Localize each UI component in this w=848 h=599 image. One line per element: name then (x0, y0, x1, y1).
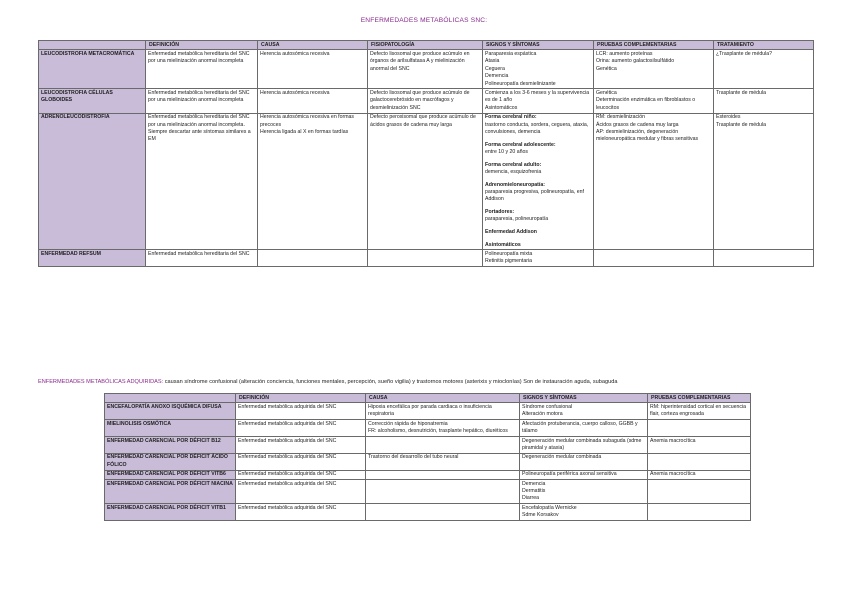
cell-line: Hipoxia encefálica por parada cardiaca o insuficiencia respiratoria (368, 403, 492, 418)
cell-line: Defecto peroxisomal que produce acúmulo de ácidos grasos de cadena muy larga (370, 114, 476, 128)
cell-line: Orina: aumento galactosilsulfátido (596, 58, 675, 65)
tests-cell (594, 113, 714, 250)
cell-line: ¿Trasplante de médula? (716, 50, 773, 57)
cell-line: Degeneración medular combinada subaguda (sdme piramidal y ataxia) (522, 437, 642, 451)
cell-line: Afectación protuberancia, cuerpo calloso, GGBB y tálamo (522, 420, 638, 435)
cell-line: Encefalopatía Wernicke (522, 504, 577, 511)
acquired-section-heading (38, 379, 848, 385)
cause-cell (258, 250, 368, 267)
cell-line: LCR: aumento proteínas (596, 50, 653, 57)
disease-name: LEUCODISTROFIA METACROMÁTICA (39, 50, 146, 89)
table-header-row (39, 41, 814, 50)
cell-line: Herencia ligada al X en formas tardías (260, 128, 349, 135)
table-row (105, 470, 751, 479)
definition-cell: Enfermedad metabólica adquirida del SNC (236, 403, 366, 420)
symptoms-cell (483, 250, 594, 267)
cell-line: Enfermedad metabólica hereditaria del SNC (148, 250, 250, 257)
symptoms-cell (520, 403, 648, 420)
column-header: DEFINICIÓN (236, 394, 366, 403)
symptoms-cell (520, 437, 648, 454)
cause-cell (366, 437, 520, 454)
column-header: TRATAMIENTO (714, 41, 814, 50)
cell-line: Defecto lisosomal que produce acúmulo en órganos de arilsulfatasa A y mielinización anormal del SNC (370, 50, 470, 72)
table-row (39, 50, 814, 89)
section-label: ENFERMEDADES METABÓLICAS ADQUIRIDAS: (38, 379, 164, 385)
cell-line: Esteroides (716, 114, 741, 121)
cell-line: Trasplante de médula (716, 121, 766, 128)
symptoms-cell (520, 504, 648, 521)
disease-name: ENFERMEDAD CARENCIAL POR DÉFICIT VITB6 (105, 470, 236, 479)
cell-line: Retinitis pigmentaria (485, 258, 532, 265)
cell-line: Herencia autosómica recesiva en formas precoces (260, 114, 354, 128)
table-row (105, 420, 751, 437)
cell-line: Ataxia (485, 58, 500, 65)
table-row (39, 113, 814, 250)
symptom-group-text: entre 10 y 20 años (485, 148, 528, 155)
definition-cell: Enfermedad metabólica adquirida del SNC (236, 504, 366, 521)
symptom-group-title: Forma cerebral adulto: (485, 161, 542, 168)
tests-cell (594, 89, 714, 113)
symptom-group-text: paraparesia, polineuropatía (485, 216, 549, 223)
disease-name: ENFERMEDAD CARENCIAL POR DÉFICIT NIACINA (105, 480, 236, 504)
tests-cell (648, 480, 751, 504)
tests-cell (648, 453, 751, 470)
table-header-row (105, 394, 751, 403)
cell-line: Determinación enzimática en fibroblastos o leucocitos (596, 97, 696, 111)
cell-line: Siempre descartar ante síntomas similares a EM (148, 128, 251, 143)
pathophysiology-cell (368, 250, 483, 267)
cause-cell (366, 453, 520, 470)
tests-cell (648, 420, 751, 437)
column-header: CAUSA (366, 394, 520, 403)
treatment-cell (714, 89, 814, 113)
cause-cell (258, 50, 368, 89)
column-header: FISIOPATOLOGÍA (368, 41, 483, 50)
cell-line: Genética (596, 65, 617, 72)
pathophysiology-cell (368, 89, 483, 113)
cause-cell (258, 113, 368, 250)
cell-line: Polineuropatía desmielinizante (485, 80, 556, 87)
cell-line: RM: desmielinización (596, 114, 646, 121)
column-header: SIGNOS Y SÍNTOMAS (520, 394, 648, 403)
symptom-group-text: trastorno conducta, sordera, ceguera, ataxia, convulsiones, demencia (485, 121, 589, 135)
column-header: SIGNOS Y SÍNTOMAS (483, 41, 594, 50)
symptom-group-title: Adrenomieloneuropatía: (485, 181, 545, 188)
cell-line: Defecto lisosomal que produce acúmulo de galactocerebrósido en macrófagos y desmielinización SNC (370, 89, 470, 111)
symptom-group-title: Enfermedad Addison (485, 228, 537, 235)
symptom-group-text: paraparesia progresiva, polineuropatía, enf Addison (485, 188, 584, 203)
cell-line: AP: desmielinización, degeneración mieloneuropática medular y fibras sensitivas (596, 128, 699, 143)
table-row (105, 504, 751, 521)
disease-name: ENFERMEDAD CARENCIAL POR DÉFICIT VITB1 (105, 504, 236, 521)
definition-cell (146, 89, 258, 113)
cause-cell (366, 470, 520, 479)
treatment-cell (714, 250, 814, 267)
acquired-diseases-table (104, 393, 751, 521)
definition-cell (146, 113, 258, 250)
symptoms-cell (483, 89, 594, 113)
cell-line: Enfermedad metabólica hereditaria del SNC por una mielinización anormal incompleta (148, 89, 250, 104)
cell-line: Herencia autosómica recesiva (260, 89, 330, 96)
cause-cell (366, 480, 520, 504)
definition-cell (146, 50, 258, 89)
page-title: ENFERMEDADES METABÓLICAS SNC: (360, 17, 488, 24)
definition-cell: Enfermedad metabólica adquirida del SNC (236, 480, 366, 504)
treatment-cell (714, 113, 814, 250)
table-row (105, 437, 751, 454)
column-header (105, 394, 236, 403)
cell-line: Polineuropatía mixta (485, 250, 533, 257)
cell-line: Ácidos grasos de cadena muy larga (596, 121, 679, 128)
cell-line: Herencia autosómica recesiva (260, 50, 330, 57)
cell-line: Corrección rápida de hiponatremia (368, 420, 448, 427)
definition-cell: Enfermedad metabólica adquirida del SNC (236, 437, 366, 454)
cause-cell (258, 89, 368, 113)
cause-cell (366, 420, 520, 437)
disease-name: ENFERMEDAD CARENCIAL POR DÉFICIT B12 (105, 437, 236, 454)
table-row (105, 453, 751, 470)
symptom-group-title: Portadores: (485, 208, 515, 215)
disease-name: ENFERMEDAD REFSUM (39, 250, 146, 267)
cell-line: Ceguera (485, 65, 505, 72)
cell-line: Degeneración medular combinada (522, 454, 602, 461)
column-header: CAUSA (258, 41, 368, 50)
symptoms-cell (520, 420, 648, 437)
table-row (39, 89, 814, 113)
cause-cell (366, 504, 520, 521)
symptom-group-title: Forma cerebral niño: (485, 114, 537, 121)
tests-cell (648, 470, 751, 479)
cell-line: Demencia (485, 73, 509, 80)
symptom-group-title: Asintomáticos (485, 241, 521, 248)
symptoms-cell (520, 470, 648, 479)
symptoms-cell (520, 480, 648, 504)
column-header: PRUEBAS COMPLEMENTARIAS (648, 394, 751, 403)
tests-cell (648, 504, 751, 521)
disease-name: ENCEFALOPATÍA ANOXO ISQUÉMICA DIFUSA (105, 403, 236, 420)
definition-cell: Enfermedad metabólica adquirida del SNC (236, 453, 366, 470)
symptoms-cell (483, 50, 594, 89)
table-row (105, 403, 751, 420)
definition-cell: Enfermedad metabólica adquirida del SNC (236, 420, 366, 437)
cell-line: Sdme Korsakov (522, 512, 559, 519)
table-row (39, 250, 814, 267)
table-row (105, 480, 751, 504)
tests-cell (594, 250, 714, 267)
cell-line: Trastorno del desarrollo del tubo neural (368, 454, 459, 461)
column-header: PRUEBAS COMPLEMENTARIAS (594, 41, 714, 50)
cause-cell (366, 403, 520, 420)
tests-cell (648, 437, 751, 454)
cell-line: Asintomáticos (485, 104, 518, 111)
disease-name: MIELINOLISIS OSMÓTICA (105, 420, 236, 437)
cell-line: Polineuropatía periférica axonal sensitiva (522, 471, 617, 478)
symptom-group-title: Forma cerebral adolescente: (485, 141, 556, 148)
disease-name: ENFERMEDAD CARENCIAL POR DÉFICIT ÁCIDO FÓLICO (105, 453, 236, 470)
cell-line: Dermatitis (522, 487, 546, 494)
cell-line: Alteración motora (522, 411, 563, 418)
tests-cell (648, 403, 751, 420)
disease-name: ADRENOLEUCODISTROFIA (39, 113, 146, 250)
cell-line: Enfermedad metabólica hereditaria del SNC por una mielinización anormal incompleta. (148, 114, 250, 128)
column-header: DEFINICIÓN (146, 41, 258, 50)
definition-cell: Enfermedad metabólica adquirida del SNC (236, 470, 366, 479)
cell-line: Anemia macrocítica (650, 437, 696, 444)
cell-line: Comienza a los 3-6 meses y la supervivencia es de 1 año (485, 89, 590, 104)
symptoms-cell (483, 113, 594, 250)
column-header (39, 41, 146, 50)
disease-name: LEUCODISTROFIA CÉLULAS GLOBOIDES (39, 89, 146, 113)
hereditary-diseases-table (38, 40, 814, 267)
symptoms-cell (520, 453, 648, 470)
treatment-cell (714, 50, 814, 89)
cell-line: Diarrea (522, 495, 540, 502)
definition-cell (146, 250, 258, 267)
pathophysiology-cell (368, 113, 483, 250)
cell-line: Anemia macrocítica (650, 471, 696, 478)
cell-line: Trasplante de médula (716, 89, 766, 96)
cell-line: FR: alcoholismo, desnutrición, trasplante hepático, diuréticos (368, 428, 508, 435)
symptom-group-text: demencia, esquizofrenia (485, 168, 542, 175)
cell-line: Síndrome confusional (522, 403, 573, 410)
cell-line: Paraparesia espástica (485, 50, 537, 57)
tests-cell (594, 50, 714, 89)
section-description: causan síndrome confusional (alteración conciencia, funciones mentales, percepción, sueño vigilia) y trastornos motores (asterixis y mioclonías) Son de instauración aguda, subaguda (163, 379, 618, 385)
cell-line: Genética (596, 89, 617, 96)
cell-line: Demencia (522, 480, 546, 487)
cell-line: Enfermedad metabólica hereditaria del SNC por una mielinización anormal incompleta (148, 50, 250, 65)
cell-line: RM: hiperintensidad cortical en secuencia flair, corteza engrosada (650, 403, 747, 418)
pathophysiology-cell (368, 50, 483, 89)
